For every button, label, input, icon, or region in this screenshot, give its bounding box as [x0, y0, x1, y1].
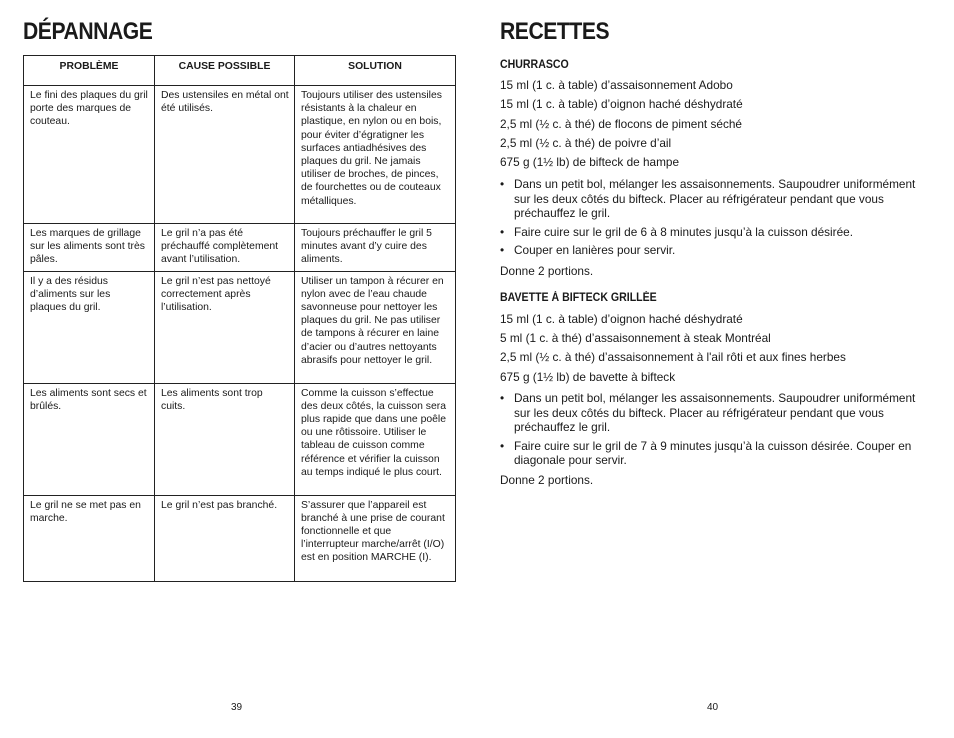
- page-title-depannage: DÉPANNAGE: [23, 18, 153, 45]
- cell-cause: Le gril n’a pas été préchauffé complètement avant l’utilisation.: [155, 224, 295, 272]
- cell-solution: S’assurer que l’appareil est branché à une prise de courant fonctionnelle et que l’interrupteur marche/arrêt (I/O) est en position MARCHE (I).: [295, 495, 456, 581]
- step-item: [500, 391, 930, 435]
- ingredient-line: 675 g (1½ lb) de bifteck de hampe: [500, 155, 680, 169]
- cell-problem: Les marques de grillage sur les aliments sont très pâles.: [24, 224, 155, 272]
- cell-problem: Les aliments sont secs et brûlés.: [24, 383, 155, 495]
- table-row: [24, 495, 456, 581]
- cell-problem: Le fini des plaques du gril porte des marques de couteau.: [24, 86, 155, 224]
- table-row: [24, 383, 456, 495]
- ingredient-line: 15 ml (1 c. à table) d’oignon haché déshydraté: [500, 312, 743, 326]
- cell-problem: Le gril ne se met pas en marche.: [24, 495, 155, 581]
- cell-cause: Les aliments sont trop cuits.: [155, 383, 295, 495]
- ingredient-line: 15 ml (1 c. à table) d’oignon haché déshydraté: [500, 97, 743, 111]
- recipe-steps-churrasco: [500, 177, 930, 262]
- recipe-title-churrasco: CHURRASCO: [500, 59, 569, 71]
- step-text: Dans un petit bol, mélanger les assaisonnements. Saupoudrer uniformément sur les deux côtés du bifteck. Placer au réfrigérateur pendant que vous préchauffez le gril.: [514, 177, 916, 220]
- cell-cause: Le gril n’est pas branché.: [155, 495, 295, 581]
- ingredient-line: 675 g (1½ lb) de bavette à bifteck: [500, 370, 676, 384]
- right-page: [500, 0, 930, 738]
- recipe-steps-bavette: [500, 391, 930, 472]
- table-row: [24, 86, 456, 224]
- table-row: [24, 271, 456, 383]
- header-solution: SOLUTION: [295, 56, 456, 86]
- page-number-right: 40: [707, 702, 719, 713]
- step-item: [500, 225, 930, 240]
- bullet-glyph: •: [500, 243, 505, 257]
- cell-solution: Toujours utiliser des ustensiles résistants à la chaleur en plastique, en nylon ou en bois, pour éviter d’égratigner les surfaces antiadhésives des plaques du gril. Ne jamais utiliser de broches, de pinces, de fourchettes ou de couteaux métalliques.: [295, 86, 456, 224]
- cell-problem: Il y a des résidus d’aliments sur les plaques du gril.: [24, 271, 155, 383]
- step-text: Couper en lanières pour servir.: [514, 243, 676, 257]
- cell-solution: Utiliser un tampon à récurer en nylon avec de l’eau chaude savonneuse pour nettoyer les plaques du gril. Ne pas utiliser de tampons à récurer en laine d’acier ou d’autres nettoyants abrasifs pour nettoyer le gril.: [295, 271, 456, 383]
- table-row: [24, 224, 456, 272]
- ingredient-line: 2,5 ml (½ c. à thé) de flocons de piment séché: [500, 117, 742, 131]
- header-probleme: PROBLÈME: [24, 56, 155, 86]
- cell-solution: Toujours préchauffer le gril 5 minutes avant d’y cuire des aliments.: [295, 224, 456, 272]
- header-cause-possible: CAUSE POSSIBLE: [155, 56, 295, 86]
- recipe-yield: Donne 2 portions.: [500, 264, 594, 278]
- left-page: [23, 0, 455, 738]
- table-header-row: [24, 56, 456, 86]
- bullet-glyph: •: [500, 438, 505, 453]
- bullet-glyph: •: [500, 391, 505, 405]
- ingredient-line: 5 ml (1 c. à thé) d’assaisonnement à steak Montréal: [500, 331, 771, 345]
- bullet-glyph: •: [500, 177, 505, 191]
- ingredient-line: 2,5 ml (½ c. à thé) d’assaisonnement à l'ail rôti et aux fines herbes: [500, 350, 846, 364]
- cell-solution: Comme la cuisson s’effectue des deux côtés, la cuisson sera plus rapide que dans une poêle ou une rôtissoire. Utiliser le tableau de cuisson comme référence et vérifier la cuisson au temps indiqué le plus court.: [295, 383, 456, 495]
- page-title-recettes: RECETTES: [500, 18, 610, 45]
- step-item: [500, 243, 930, 258]
- step-text: Dans un petit bol, mélanger les assaisonnements. Saupoudrer uniformément sur les deux côtés du bifteck. Placer au réfrigérateur pendant que vous préchauffez le gril.: [514, 391, 916, 434]
- ingredient-line: 2,5 ml (½ c. à thé) de poivre d’ail: [500, 136, 672, 150]
- bullet-glyph: •: [500, 224, 505, 239]
- cell-cause: Des ustensiles en métal ont été utilisés.: [155, 86, 295, 224]
- page-number-left: 39: [231, 702, 243, 713]
- recipe-title-bavette: BAVETTE À BIFTECK GRILLÉE: [500, 292, 657, 304]
- troubleshooting-table: [23, 55, 456, 582]
- ingredient-line: 15 ml (1 c. à table) d’assaisonnement Adobo: [500, 78, 733, 92]
- step-text: Faire cuire sur le gril de 6 à 8 minutes jusqu’à la cuisson désirée.: [514, 224, 853, 239]
- step-item: [500, 177, 930, 221]
- cell-cause: Le gril n’est pas nettoyé correctement après l’utilisation.: [155, 271, 295, 383]
- step-item: [500, 439, 930, 468]
- recipe-yield: Donne 2 portions.: [500, 473, 594, 487]
- step-text: Faire cuire sur le gril de 7 à 9 minutes jusqu’à la cuisson désirée. Couper en diagonale pour servir.: [514, 438, 912, 467]
